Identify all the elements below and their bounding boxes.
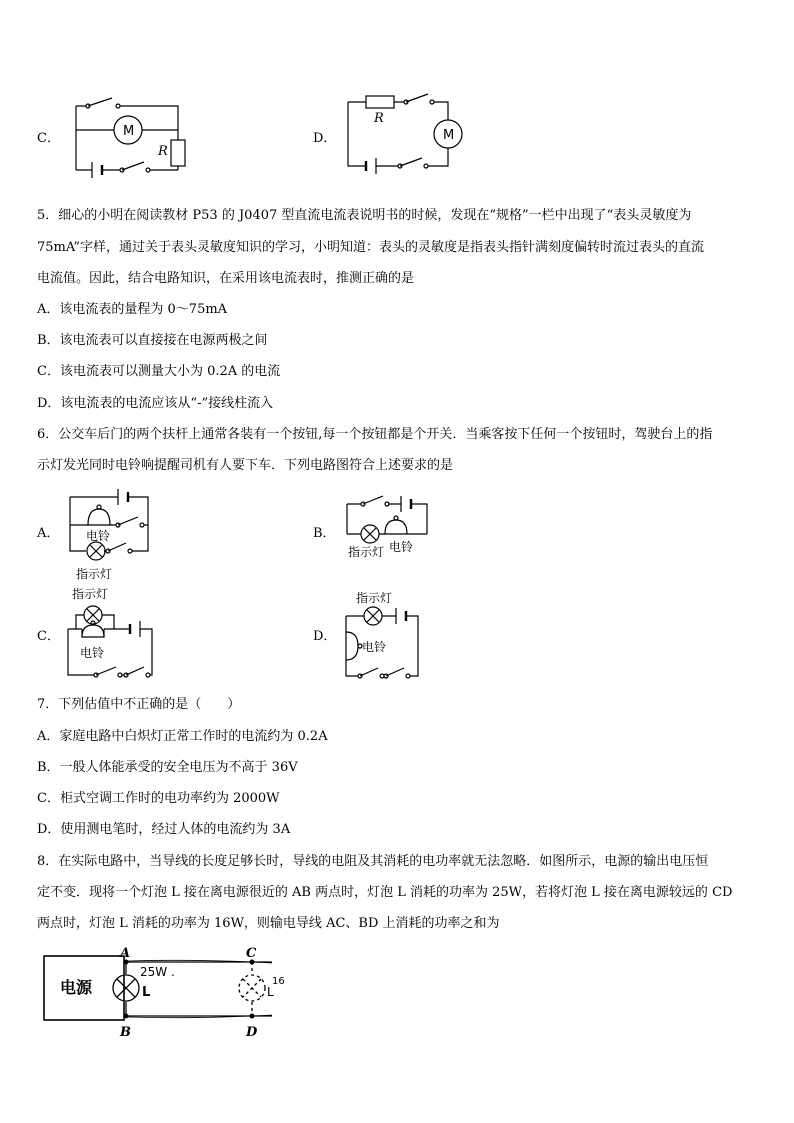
q8-stem-line-3: 两点时，灯泡 L 消耗的功率为 16W，则输电导线 AC、BD 上消耗的功率之和为: [37, 916, 500, 931]
q6d-lamp-label: 指示灯: [356, 591, 393, 605]
q8-lamp-label-far: L: [267, 985, 274, 999]
q4-circuit-d: [340, 90, 465, 175]
q8-stem-line-2: 定不变．现将一个灯泡 L 接在离电源很近的 AB 两点时，灯泡 L 消耗的功率为 25W，若将灯泡 L 接在离电源较远的 CD: [37, 885, 733, 900]
q8-point-b: B: [120, 1025, 131, 1040]
q4-option-d-label: D．: [313, 131, 337, 146]
q6c-bell-label: 电铃: [80, 646, 105, 660]
q6d-bell-label: 电铃: [362, 640, 387, 654]
q6-circuit-c: [62, 587, 157, 682]
q6-stem-line-2: 示灯发光同时电铃响提醒司机有人要下车．下列电路图符合上述要求的是: [37, 458, 454, 473]
q5-stem-line-2: 75mA”字样，通过关于表头灵敏度知识的学习，小明知道：表头的灵敏度是指表头指针满刻度偏转时流过表头的直流: [37, 240, 704, 255]
q8-lamp-label-near: L: [142, 985, 151, 1000]
q4c-resistor-label: R: [158, 144, 168, 159]
q6b-lamp-label: 指示灯: [348, 545, 385, 559]
q7-option-a: A．家庭电路中白炽灯正常工作时的电流约为 0.2A: [37, 729, 328, 744]
q5-option-d: D．该电流表的电流应该从“-”接线柱流入: [37, 396, 274, 411]
q7-stem: 7．下列估值中不正确的是（ ）: [37, 697, 241, 712]
q4-circuit-c: [68, 92, 193, 182]
q8-note-16: 16: [272, 976, 285, 987]
q4d-motor-label: M: [443, 128, 455, 143]
q4d-resistor-label: R: [374, 111, 384, 126]
q8-point-a: A: [120, 946, 131, 961]
q8-source-label: 电源: [60, 978, 93, 997]
q4c-motor-label: M: [123, 124, 135, 139]
q6-circuit-a: [66, 487, 156, 582]
q5-option-c: C．该电流表可以测量大小为 0.2A 的电流: [37, 364, 281, 379]
q5-stem-line-1: 5．细心的小明在阅读教材 P53 的 J0407 型直流电流表说明书的时候，发现在“规格”一栏中出现了“表头灵敏度为: [37, 208, 692, 223]
q8-stem-line-1: 8．在实际电路中，当导线的长度足够长时，导线的电阻及其消耗的电功率就无法忽略．如图所示，电源的输出电压恒: [37, 854, 709, 869]
q7-option-d: D．使用测电笔时，经过人体的电流约为 3A: [37, 822, 291, 837]
q5-stem-line-3: 电流值。因此，结合电路知识，在采用该电流表时，推测正确的是: [37, 271, 415, 286]
q6-option-b-label: B．: [313, 526, 336, 541]
q8-point-c: C: [246, 946, 257, 961]
q5-option-b: B．该电流表可以直接接在电源两极之间: [37, 333, 268, 348]
q6a-lamp-label: 指示灯: [76, 567, 113, 581]
q6-stem-line-1: 6．公交车后门的两个扶杆上通常各装有一个按钮,每一个按钮都是个开关．当乘客按下任何一个按钮时，驾驶台上的指: [37, 427, 713, 442]
q6a-bell-label: 电铃: [86, 529, 111, 543]
q6-circuit-d: [338, 588, 423, 683]
q6-option-c-label: C．: [37, 629, 60, 644]
q6-option-d-label: D．: [313, 629, 337, 644]
q6-circuit-b: [343, 494, 433, 564]
q6b-bell-label: 电铃: [389, 540, 414, 554]
q8-point-d: D: [246, 1025, 258, 1040]
q5-option-a: A．该电流表的量程为 0～75mA: [37, 302, 228, 317]
q6c-lamp-label: 指示灯: [72, 587, 109, 601]
q7-option-c: C．柜式空调工作时的电功率约为 2000W: [37, 791, 280, 806]
q7-option-b: B．一般人体能承受的安全电压为不高于 36V: [37, 760, 298, 775]
q8-note-25w: 25W .: [140, 965, 175, 979]
q4-option-c-label: C．: [37, 131, 60, 146]
q6-option-a-label: A．: [37, 526, 60, 541]
q8-circuit: [40, 946, 290, 1041]
